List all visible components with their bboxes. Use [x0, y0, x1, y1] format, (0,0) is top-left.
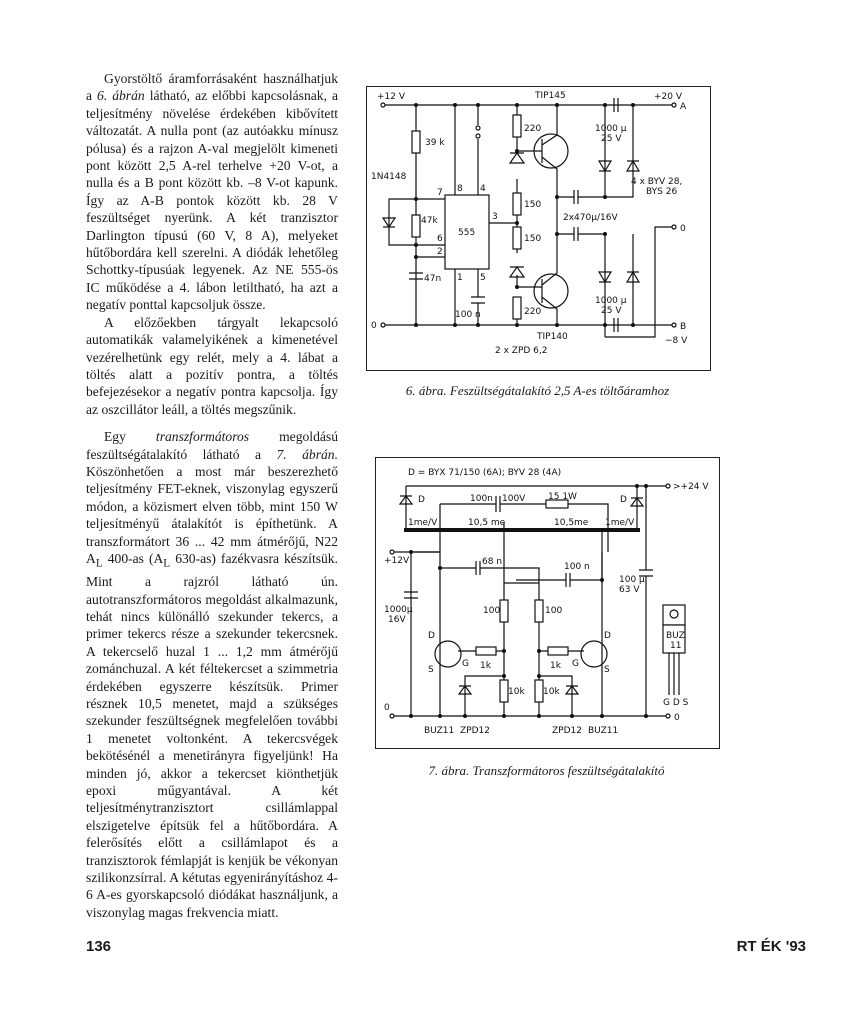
label-plus12v: +12V: [384, 556, 410, 566]
label-1000u-b: 1000 µ: [595, 296, 627, 306]
transistor-buz11-left: [435, 641, 461, 667]
text-run: látható, az előbbi kapcsolásnak, a teljesítmény növelése érdekében kibővített változatát. A nulla pont (az autóakku mínusz pólusa) és a rajzon A-val megjelölt kimeneti pont között 2,5 A-rel terhelve +20 V-ot, a nulla és a B pont között kb. –8 V-ot kapunk. Így az A-B pontok között kb. 28 V feszültséget nyerünk. A két tranzisztor Darlington típusú (60 V, 8 A), melyeket hűtőbordára kell szerelni. A diódák lehetőleg Schottky-típusúak legyenek. Az NE 555-ös IC működése a 4. lábon letiltható, ha azt a negatív ponttal kapcsoljuk össze.: [86, 88, 338, 313]
resistor-150-b: [513, 227, 521, 249]
label-pin6: 6: [437, 234, 443, 244]
label-plus24v: >+24 V: [673, 482, 709, 492]
figure-7-svg: [376, 458, 719, 748]
resistor-39k: [412, 131, 420, 153]
label-100-right: 100: [545, 606, 563, 616]
label-B: B: [680, 322, 687, 332]
label-pin4: 4: [480, 184, 486, 194]
label-package-11: 11: [670, 641, 682, 651]
text-run: 630-as) fazékvasra készítsük. Mint a rajzról látható ún. autotranszformátoros megoldást alkalmazunk, tehát nincs különálló szekunder tekercs, a primer tekercs része a szekunder tekercsnek. A tekercselő huzal 1 ... 1,2 mm átmérőjű zománchuzal. A két féltekercset a szimmetria érdekében egyszerre készítsük. Primer résznek 10,5 menetet, majd a szükséges szekunder feszültségnek megfelelően további 1 menetet voltonként. A tekercsvégek bekötésénél a menetirányra figyeljünk! Ha minden jó, akkor a tekercset kiönthetjük epoxi műgyantával. A két teljesítménytranzisztort csillámlappal elszigetelve építsük fel a hűtőbordára. A felerősítés előtt a csillámlapot és a tranzisztorok fémlapját is kenjük be vékonyan szilikonzsírral. A kétutas egyenirányításhoz 4-6 A-es gyorskapcsoló diódákat használjunk, a viszonylag magas frekvencia miatt.: [86, 550, 339, 920]
label-15-1w: 15 1W: [548, 492, 577, 502]
paragraph-2: A előzőekben tárgyalt lekapcsoló automatikák valamelyikének a kimenetével vezérelhetünk egy relét, mely a 4. lábat a töltés alatt a pozitív pontra, a töltés befejezésekor a negatív pontra kapcsolja. Így az oszcillátor leáll, a töltés megszűnik.: [86, 314, 338, 417]
label-package-pins: G D S: [663, 698, 689, 708]
label-100u: 100 µ: [619, 575, 645, 585]
label-470u: 2x470µ/16V: [563, 213, 618, 223]
text-run: 400-as (A: [102, 550, 164, 566]
article-body: [86, 70, 338, 921]
resistor-100-right: [535, 600, 543, 622]
label-25v-a: 25 V: [601, 134, 622, 144]
label-100-left: 100: [483, 606, 501, 616]
figure-7-schematic: [375, 457, 720, 749]
resistor-220-bottom: [513, 297, 521, 319]
figure-6-caption: 6. ábra. Feszültségátalakító 2,5 A-es töltőáramhoz: [405, 383, 670, 398]
label-zero-in: 0: [371, 321, 377, 331]
label-byv28: 4 x BYV 28,: [631, 177, 683, 187]
label-1me-v-right: 1me/V: [605, 518, 635, 528]
resistor-100-left: [500, 600, 508, 622]
label-1k-right: 1k: [550, 661, 561, 671]
label-47k: 47k: [421, 216, 438, 226]
label-25v-b: 25 V: [601, 306, 622, 316]
resistor-47k: [412, 215, 420, 237]
label-1me-v-left: 1me/V: [408, 518, 438, 528]
label-zpd: 2 x ZPD 6,2: [495, 346, 548, 356]
label-plus12v: +12 V: [377, 92, 406, 102]
label-turns-right: 10,5me: [554, 518, 589, 528]
figure-reference: 7. ábrán.: [276, 446, 338, 462]
resistor-1k-left: [476, 647, 496, 655]
label-D-right: D: [620, 495, 627, 505]
label-buz11-left: BUZ11: [424, 726, 455, 736]
label-220-top: 220: [524, 124, 542, 134]
text-run: Gyorstöltő áramforrásaként használhatjuk a: [86, 71, 338, 104]
resistor-150-a: [513, 193, 521, 215]
label-1n4148: 1N4148: [371, 172, 407, 182]
label-1000u-a: 1000 µ: [595, 124, 627, 134]
paragraph-1: [86, 70, 338, 314]
label-100n-b: 100 n: [564, 562, 590, 572]
label-S-right: S: [604, 665, 610, 675]
label-D-fet-left: D: [428, 631, 435, 641]
journal-name: RT ÉK '93: [736, 938, 806, 955]
label-10k-right: 10k: [543, 687, 560, 697]
label-16v: 16V: [388, 615, 406, 625]
label-D-left: D: [418, 495, 425, 505]
label-100n: 100 n: [455, 310, 481, 320]
label-pin8: 8: [457, 184, 463, 194]
label-G-left: G: [462, 659, 469, 669]
label-tip145: TIP145: [535, 91, 566, 101]
label-A: A: [680, 102, 687, 112]
label-zero-right: 0: [674, 713, 680, 723]
label-100n: 100n: [470, 494, 493, 504]
label-10k-left: 10k: [508, 687, 525, 697]
label-68n: 68 n: [482, 557, 503, 567]
label-pin3: 3: [492, 212, 498, 222]
label-S-left: S: [428, 665, 434, 675]
label-package-buz: BUZ: [666, 631, 685, 641]
label-plus20v: +20 V: [654, 92, 683, 102]
label-zero-out: 0: [680, 224, 686, 234]
label-minus8v: −8 V: [665, 336, 688, 346]
emphasis: transzformátoros: [155, 429, 250, 445]
resistor-10k-left: [500, 680, 508, 702]
label-D-fet-right: D: [604, 631, 611, 641]
page-number: 136: [86, 938, 112, 955]
label-bys26: BYS 26: [646, 187, 678, 197]
label-G-right: G: [572, 659, 579, 669]
figure-6-svg: [367, 87, 710, 370]
figure-reference: 6. ábrán: [97, 88, 145, 104]
label-pin7: 7: [437, 188, 443, 198]
figure-6-schematic: [366, 86, 711, 371]
paragraph-3: [86, 428, 338, 921]
label-pin1: 1: [457, 273, 463, 283]
text-run: Köszönhetően a most már beszerezhető teljesítmény FET-eknek, viszonylag egyszerű módon, a közismert elven több, mint 150 W teljesítményű átalakítót is építhetünk. A transzformátort 36 ... 42 mm átmérőjű, N22 A: [86, 463, 338, 566]
label-1k-left: 1k: [480, 661, 491, 671]
text-run: megoldású feszültségátalakító látható a: [86, 429, 339, 462]
resistor-10k-right: [535, 680, 543, 702]
subscript: L: [95, 557, 103, 570]
label-pin2: 2: [437, 247, 443, 257]
figure-7-caption: 7. ábra. Transzformátoros feszültségátalakító: [428, 763, 665, 778]
text-run: Egy: [104, 429, 156, 445]
label-zpd12-right: ZPD12: [552, 726, 582, 736]
transistor-tip140: [534, 274, 568, 308]
label-150-b: 150: [524, 234, 542, 244]
label-tip140: TIP140: [537, 332, 568, 342]
label-zero-left: 0: [384, 703, 390, 713]
label-63v: 63 V: [619, 585, 640, 595]
label-pin5: 5: [480, 273, 486, 283]
label-150-a: 150: [524, 200, 542, 210]
resistor-220-top: [513, 115, 521, 137]
label-diode-note: D = BYX 71/150 (6A); BYV 28 (4A): [408, 468, 562, 478]
label-buz11-right: BUZ11: [588, 726, 619, 736]
label-47n: 47n: [424, 274, 442, 284]
label-555: 555: [458, 228, 476, 238]
transistor-buz11-right: [581, 641, 607, 667]
subscript: L: [163, 557, 171, 570]
label-100v: 100V: [502, 494, 526, 504]
label-220-bottom: 220: [524, 307, 542, 317]
label-39k: 39 k: [425, 138, 445, 148]
label-zpd12-left: ZPD12: [460, 726, 490, 736]
label-turns-left: 10,5 me: [468, 518, 506, 528]
resistor-1k-right: [548, 647, 568, 655]
label-1000u: 1000µ: [384, 605, 413, 615]
transformer-winding: [404, 528, 640, 532]
